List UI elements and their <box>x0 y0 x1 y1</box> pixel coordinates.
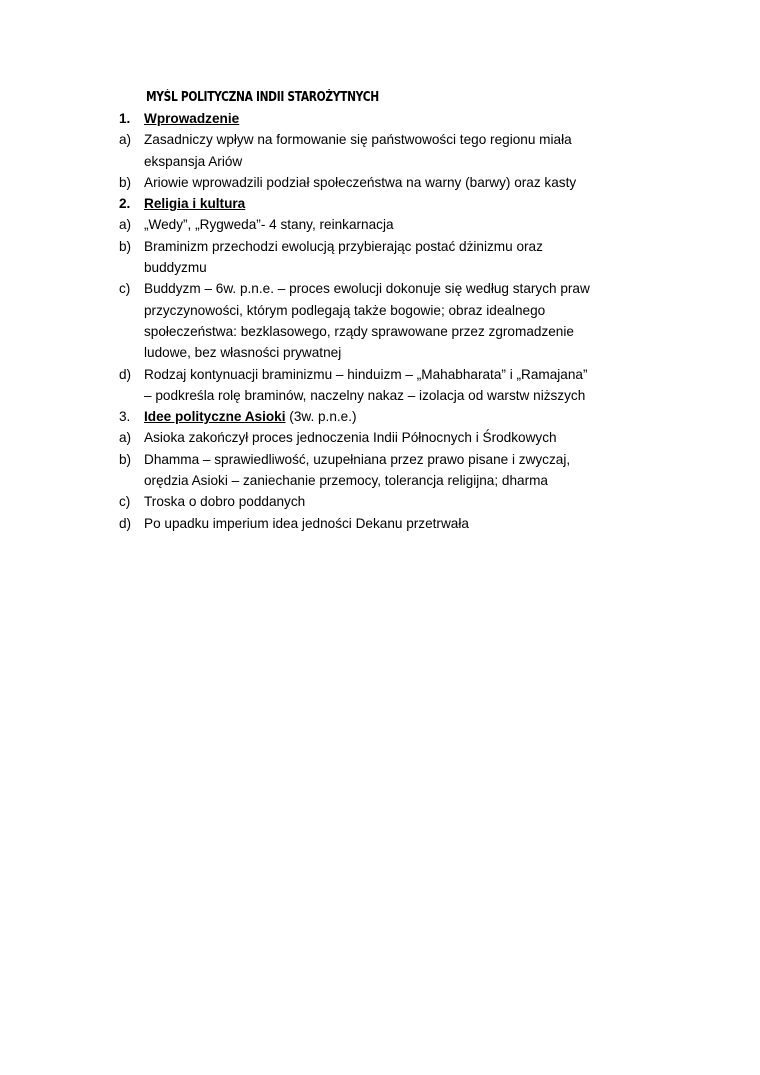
section-heading-suffix: (3w. p.n.e.) <box>285 409 357 425</box>
item-text-line: Buddyzm – 6w. p.n.e. – proces ewolucji dokonuje się według starych praw <box>144 281 590 297</box>
item-marker: a) <box>119 217 132 233</box>
item-text-line: społeczeństwa: bezklasowego, rządy sprawowane przez zgromadzenie <box>144 323 574 339</box>
section-number: 2. <box>119 196 131 212</box>
item-text-line: ludowe, bez własności prywatnej <box>144 345 342 361</box>
item-text-line: Ariowie wprowadzili podział społeczeństwa na warny (barwy) oraz kasty <box>144 174 577 190</box>
section-heading-text: Idee polityczne Asioki <box>144 409 286 425</box>
item-marker: a) <box>119 430 132 446</box>
item-marker: d) <box>119 366 132 382</box>
item-text-line: Rodzaj kontynuacji braminizmu – hinduizm – „Mahabharata” i „Ramajana” <box>144 366 588 382</box>
item-text-line: Asioka zakończył proces jednoczenia Indii Północnych i Środkowych <box>144 430 557 446</box>
item-marker: b) <box>119 238 132 254</box>
document-body <box>0 108 760 534</box>
item-marker: a) <box>119 132 132 148</box>
section-number: 3. <box>119 409 131 425</box>
section-heading-wrapper <box>144 406 357 427</box>
list-item <box>0 214 760 235</box>
item-marker: b) <box>119 451 132 467</box>
item-text-line: przyczynowości, którym podlegają także bogowie; obraz idealnego <box>144 302 546 318</box>
item-text-line: orędzia Asioki – zaniechanie przemocy, tolerancja religijna; dharma <box>144 473 548 489</box>
item-text-line: Braminizm przechodzi ewolucją przybierając postać dżinizmu oraz <box>144 238 543 254</box>
section-heading-2 <box>0 193 760 214</box>
item-text-line: ekspansja Ariów <box>144 153 243 169</box>
list-item <box>0 449 760 492</box>
item-text-line: – podkreśla rolę braminów, naczelny nakaz – izolacja od warstw niższych <box>144 387 586 403</box>
list-item <box>0 427 760 448</box>
document-title: MYŚL POLITYCZNA INDII STAROŻYTNYCH <box>146 90 379 105</box>
list-item <box>0 513 760 534</box>
item-marker: b) <box>119 174 132 190</box>
item-text-line: „Wedy”, „Rygweda”- 4 stany, reinkarnacja <box>144 217 394 233</box>
list-item <box>0 172 760 193</box>
list-item <box>0 278 760 363</box>
list-item <box>0 236 760 279</box>
item-marker: c) <box>119 494 131 510</box>
item-text-line: Zasadniczy wpływ na formowanie się państwowości tego regionu miała <box>144 132 572 148</box>
item-text-line: Dhamma – sprawiedliwość, uzupełniana przez prawo pisane i zwyczaj, <box>144 451 571 467</box>
list-item <box>0 491 760 512</box>
section-heading-text: Religia i kultura <box>144 196 246 212</box>
item-text-line: Troska o dobro poddanych <box>144 494 306 510</box>
section-heading-text: Wprowadzenie <box>144 111 240 126</box>
list-item <box>0 364 760 407</box>
section-heading-1 <box>0 108 760 129</box>
section-heading-3 <box>0 406 760 427</box>
item-text-line: Po upadku imperium idea jedności Dekanu przetrwała <box>144 515 469 531</box>
item-marker: c) <box>119 281 131 297</box>
list-item <box>0 129 760 172</box>
item-marker: d) <box>119 515 132 531</box>
item-text-line: buddyzmu <box>144 260 207 276</box>
section-number: 1. <box>119 111 131 126</box>
